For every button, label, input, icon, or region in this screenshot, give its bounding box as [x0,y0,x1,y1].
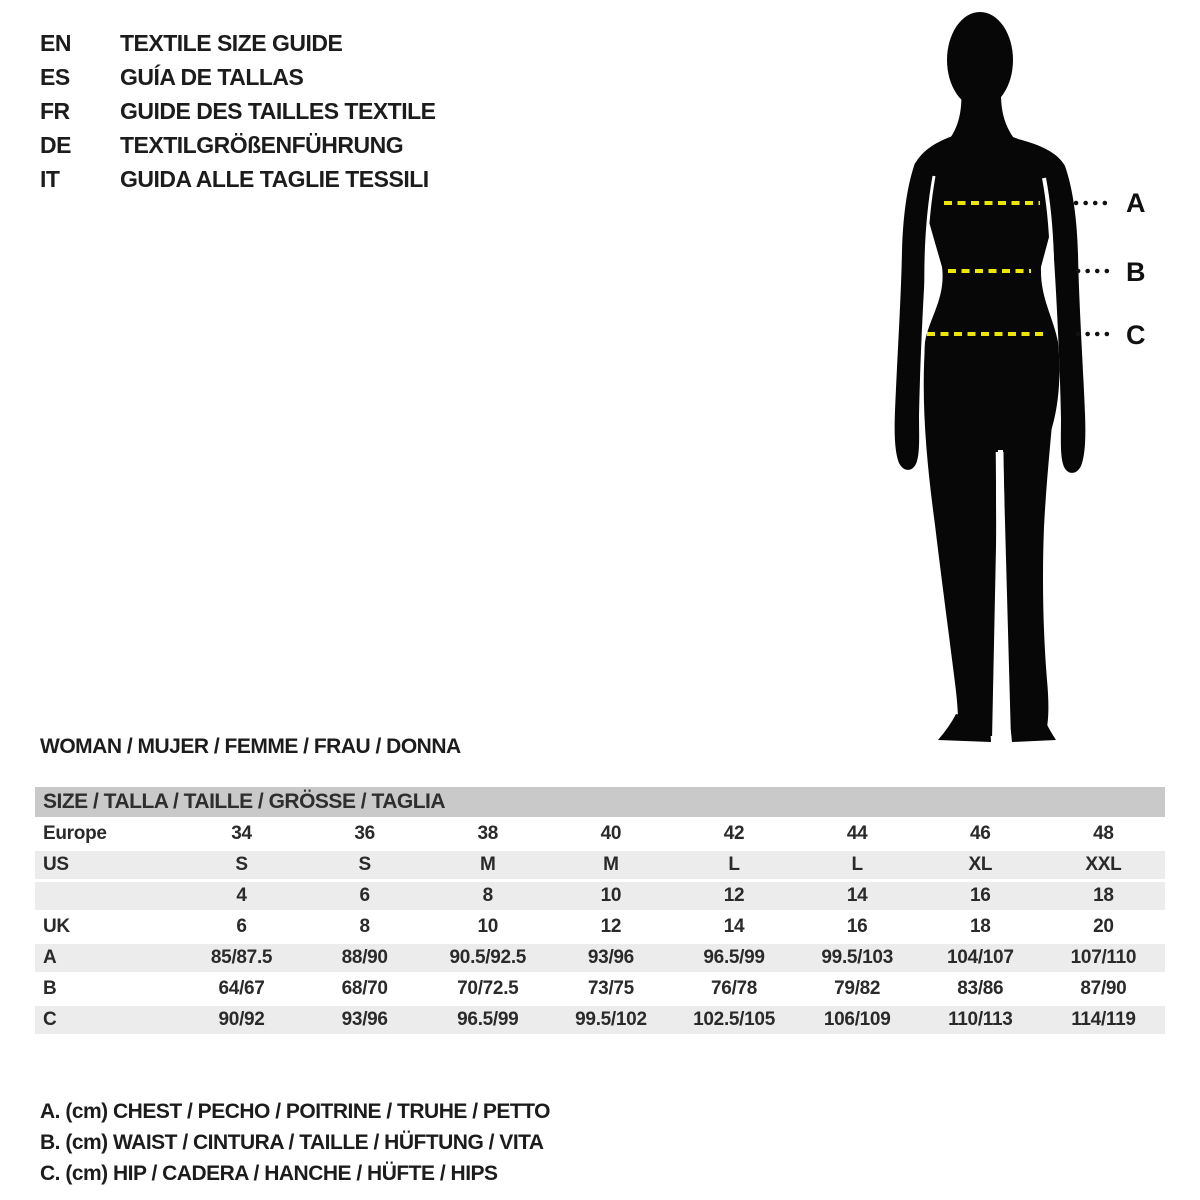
cell: S [235,854,248,875]
cell: L [728,854,740,875]
cell: S [358,854,371,875]
table-row-us-letters [35,851,1165,879]
cell: 93/96 [341,1009,388,1030]
cell: 87/90 [1080,978,1127,999]
lang-row-es [40,60,436,94]
lang-title: GUÍA DE TALLAS [120,64,304,90]
cell: 96.5/99 [457,1009,519,1030]
legend-chest: A. (cm) CHEST / PECHO / POITRINE / TRUHE / PETTO [40,1100,551,1123]
cell: 68/70 [341,978,388,999]
cell: 107/110 [1070,947,1137,968]
measurement-figure [855,0,1185,748]
cell: 6 [359,885,370,906]
woman-silhouette [855,0,1185,748]
cell: 90.5/92.5 [449,947,527,968]
lang-row-en [40,26,436,60]
cell: L [851,854,863,875]
cell: M [480,854,496,875]
cell: 106/109 [823,1009,891,1030]
lang-code: IT [40,166,60,192]
cell: 14 [723,916,745,937]
cell: 40 [600,823,622,844]
lang-code: ES [40,64,70,90]
row-label: C [43,1009,57,1030]
cell: 99.5/103 [821,947,893,968]
lang-row-de [40,128,436,162]
cell: 42 [723,823,745,844]
row-label: B [43,978,57,999]
lang-code: DE [40,132,71,158]
cell: 10 [477,916,499,937]
cell: 46 [970,823,991,844]
silhouette-body [895,12,1086,742]
cell: M [603,854,619,875]
cell: 8 [482,885,493,906]
table-row-uk [35,913,1165,941]
lang-title: GUIDE DES TAILLES TEXTILE [120,98,436,124]
cell: 104/107 [947,947,1014,968]
cell: 79/82 [834,978,881,999]
cell: 73/75 [587,978,634,999]
cell: 10 [600,885,622,906]
cell: 20 [1093,916,1114,937]
cell: XXL [1085,854,1122,875]
legend-waist: B. (cm) WAIST / CINTURA / TAILLE / HÜFTUNG / VITA [40,1131,544,1154]
cell: 6 [236,916,247,937]
legend-hip: C. (cm) HIP / CADERA / HANCHE / HÜFTE / HIPS [40,1162,498,1185]
lang-code: FR [40,98,70,124]
language-title-list [40,26,436,196]
cell: 14 [846,885,868,906]
cell: 102.5/105 [693,1009,775,1030]
size-table-header: SIZE / TALLA / TAILLE / GRÖSSE / TAGLIA [35,787,1165,817]
cell: 70/72.5 [457,978,519,999]
cell: 44 [846,823,868,844]
table-row-hip-c [35,1006,1165,1034]
cell: 36 [354,823,375,844]
cell: 90/92 [218,1009,265,1030]
cell: 18 [970,916,991,937]
cell: 96.5/99 [703,947,765,968]
row-label: UK [43,916,70,937]
section-title-woman: WOMAN / MUJER / FEMME / FRAU / DONNA [40,735,461,758]
label-a: A [1126,188,1146,218]
lang-title: GUIDA ALLE TAGLIE TESSILI [120,166,429,192]
cell: 12 [600,916,622,937]
cell: 110/113 [948,1009,1013,1030]
cell: 12 [723,885,745,906]
table-row-us-numbers [35,882,1165,910]
label-b: B [1126,257,1146,287]
cell: 114/119 [1071,1009,1136,1030]
table-row-chest-a [35,944,1165,972]
lang-row-it [40,162,436,196]
table-row-europe [35,820,1165,848]
cell: 18 [1093,885,1114,906]
cell: 93/96 [587,947,634,968]
cell: 34 [231,823,252,844]
row-label: Europe [43,823,107,844]
lang-code: EN [40,30,71,56]
lang-title: TEXTILE SIZE GUIDE [120,30,343,56]
cell: 16 [846,916,868,937]
cell: 4 [236,885,247,906]
cell: 88/90 [341,947,388,968]
cell: 99.5/102 [575,1009,647,1030]
cell: XL [968,854,993,875]
cell: 83/86 [957,978,1004,999]
row-label: US [43,854,69,875]
row-label: A [43,947,57,968]
cell: 76/78 [711,978,758,999]
lang-row-fr [40,94,436,128]
cell: 16 [970,885,991,906]
cell: 64/67 [218,978,265,999]
size-table [35,787,1165,1037]
cell: 48 [1093,823,1114,844]
label-c: C [1126,320,1146,350]
measurement-legend [40,1096,550,1189]
cell: 8 [359,916,370,937]
table-row-waist-b [35,975,1165,1003]
cell: 85/87.5 [210,947,273,968]
cell: 38 [477,823,499,844]
lang-title: TEXTILGRÖßENFÜHRUNG [120,132,404,158]
